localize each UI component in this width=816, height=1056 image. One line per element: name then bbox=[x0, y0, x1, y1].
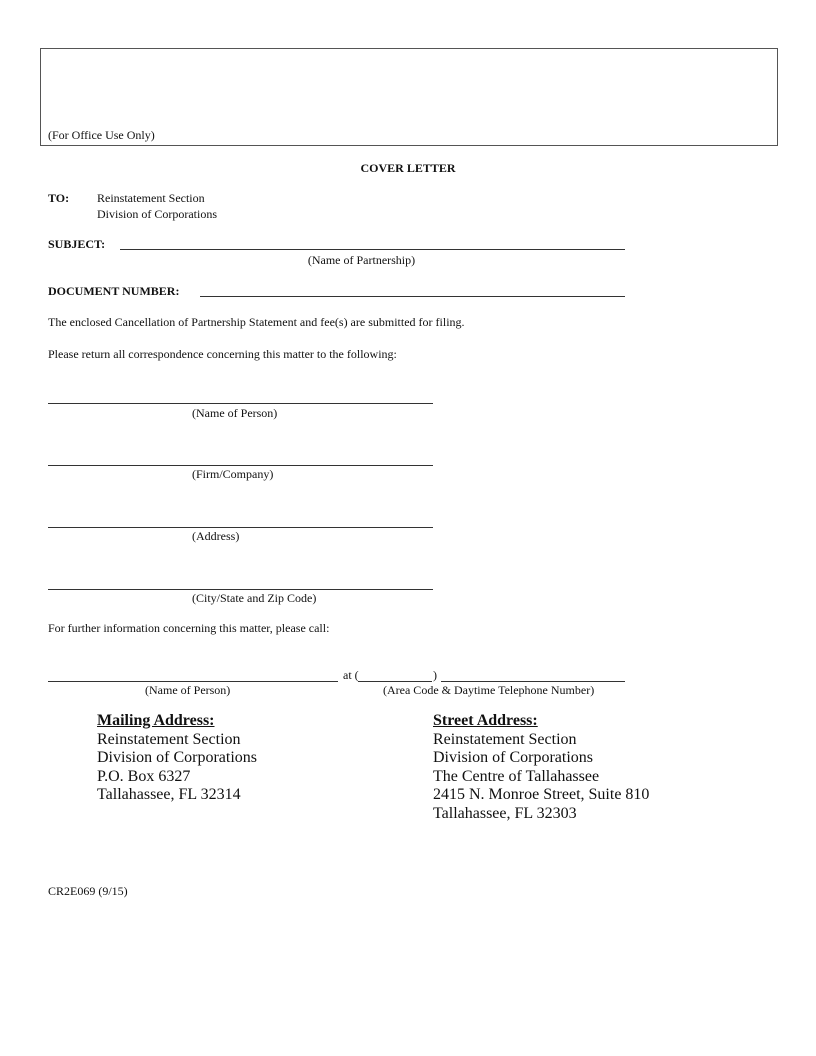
phone-area-code-field[interactable] bbox=[358, 681, 432, 682]
street-line: The Centre of Tallahassee bbox=[433, 767, 600, 785]
return-city-caption: (City/State and Zip Code) bbox=[192, 591, 317, 605]
subject-field[interactable] bbox=[120, 249, 625, 250]
mailing-address-heading: Mailing Address: bbox=[97, 712, 215, 729]
return-address-caption: (Address) bbox=[192, 529, 240, 543]
return-address-field[interactable] bbox=[48, 527, 433, 528]
document-number-field[interactable] bbox=[200, 296, 625, 297]
return-text: Please return all correspondence concerning this matter to the following: bbox=[48, 347, 397, 361]
page-title: COVER LETTER bbox=[360, 161, 456, 175]
return-firm-caption: (Firm/Company) bbox=[192, 467, 274, 481]
phone-at-label: at ( bbox=[343, 668, 359, 682]
to-label: TO: bbox=[48, 191, 70, 205]
subject-label: SUBJECT: bbox=[48, 237, 106, 251]
mailing-line: Division of Corporations bbox=[97, 749, 257, 766]
form-code: CR2E069 (9/15) bbox=[48, 884, 128, 898]
to-line-1: Reinstatement Section bbox=[97, 191, 205, 205]
phone-name-caption: (Name of Person) bbox=[145, 683, 231, 697]
return-city-field[interactable] bbox=[48, 589, 433, 590]
phone-name-field[interactable] bbox=[48, 681, 338, 682]
street-line: Reinstatement Section bbox=[433, 730, 577, 748]
street-address-heading: Street Address: bbox=[433, 712, 538, 729]
mailing-address bbox=[97, 712, 257, 805]
to-line-2: Division of Corporations bbox=[97, 207, 217, 221]
street-line: Tallahassee, FL 32303 bbox=[433, 804, 577, 822]
phone-number-caption: (Area Code & Daytime Telephone Number) bbox=[383, 683, 595, 697]
return-name-field[interactable] bbox=[48, 403, 433, 404]
mailing-line: P.O. Box 6327 bbox=[97, 767, 191, 785]
subject-caption: (Name of Partnership) bbox=[307, 253, 416, 267]
further-text: For further information concerning this matter, please call: bbox=[48, 621, 330, 635]
office-use-label: (For Office Use Only) bbox=[48, 128, 155, 142]
document-number-label: DOCUMENT NUMBER: bbox=[48, 284, 180, 298]
street-address bbox=[433, 712, 649, 823]
return-name-caption: (Name of Person) bbox=[192, 406, 278, 420]
street-line: 2415 N. Monroe Street, Suite 810 bbox=[433, 786, 650, 803]
street-line: Division of Corporations bbox=[433, 749, 593, 766]
mailing-line: Reinstatement Section bbox=[97, 730, 241, 748]
mailing-line: Tallahassee, FL 32314 bbox=[97, 786, 241, 803]
return-firm-field[interactable] bbox=[48, 465, 433, 466]
enclosed-text: The enclosed Cancellation of Partnership Statement and fee(s) are submitted for filing. bbox=[48, 315, 465, 329]
phone-close-paren: ) bbox=[433, 668, 437, 682]
phone-number-field[interactable] bbox=[441, 681, 625, 682]
